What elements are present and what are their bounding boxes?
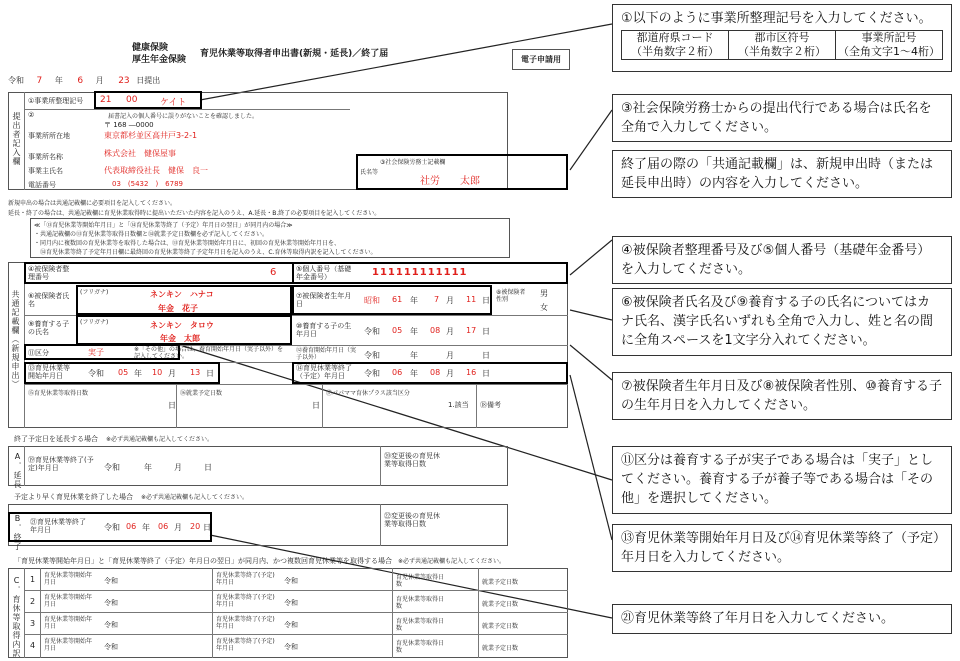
insured-kanji[interactable]: 年金 花子	[158, 304, 198, 313]
insurance-line2: 厚生年金保険	[132, 55, 187, 65]
confirm-note: 届書記入の個人番号に誤りがないことを確認しました。	[108, 113, 259, 120]
sex-female[interactable]: 女	[540, 303, 548, 312]
code-col-district: 郡市区符号 （半角数字２桁）	[729, 31, 836, 59]
callout-insured-number: ④被保険者整理番号及び⑤個人番号（基礎年金番号）を入力してください。	[612, 236, 952, 284]
child-kanji[interactable]: 年金 太郎	[160, 334, 200, 343]
note-line2: 延長・終了の場合は、共通記載欄に育児休業取得時に提出いただいた内容を記入のうえ、A.延長・B.終了の必要項目を記入してください。	[8, 210, 381, 217]
common-side-label: 共通記載欄（新規申出）	[11, 290, 20, 389]
callout-category: ⑪区分は養育する子が実子である場合は「実子」としてください。養育する子が養子等である場合は「その他」を選択してください。	[612, 446, 952, 514]
electronic-label: 電子申請用	[512, 49, 570, 70]
callout-termination: 終了届の際の「共通記載欄」は、新規申出時（または延長申出時）の内容を入力してください。	[612, 150, 952, 198]
insured-no[interactable]: 6	[270, 267, 277, 278]
submit-day[interactable]: 23	[118, 76, 130, 86]
office-code-symbol[interactable]: ケイト	[160, 98, 187, 108]
breakdown-row-3: 3	[30, 619, 36, 628]
insurance-line1: 健康保険	[132, 43, 169, 53]
breakdown-row-4: 4	[30, 641, 36, 650]
submit-month[interactable]: 6	[77, 76, 84, 86]
code-col-symbol: 事業所記号 （全角文字1～4桁）	[838, 31, 940, 58]
sr-name[interactable]: 社労 太郎	[420, 176, 480, 187]
submit-year[interactable]: 7	[36, 76, 43, 86]
callout-end-date: ㉑育児休業等終了年月日を入力してください。	[612, 604, 952, 634]
breakdown-row-2: 2	[30, 597, 36, 606]
submitter-side-label: 提出者記入欄	[12, 112, 21, 166]
postal-code: 〒 168 ―0000	[104, 121, 154, 129]
callout-names: ⑥被保険者氏名及び⑨養育する子の氏名についてはカナ氏名、漢字氏名いずれも全角で入力し、姓と名の間に全角スペースを1文字分入れてください。	[612, 288, 952, 356]
office-address[interactable]: 東京都杉並区高井戸3-2-1	[104, 131, 198, 140]
insured-kana[interactable]: ネンキン ハナコ	[150, 290, 214, 299]
submit-date: 令和 7 年 6 月 23 日提出	[8, 76, 161, 86]
phone-number[interactable]: 03 (5432 ) 6789	[112, 180, 183, 188]
callout-office-code: ①以下のように事業所整理記号を入力してください。 都道府県コード （半角数字２桁） 郡市区符号 （半角数字２桁） 事業所記号 （全角文字1～4桁）	[612, 4, 952, 72]
child-kana[interactable]: ネンキン タロウ	[150, 321, 214, 330]
callout-leave-dates: ⑬育児休業等開始年月日及び⑭育児休業等終了（予定）年月日を入力してください。	[612, 524, 952, 572]
breakdown-row-1: 1	[30, 575, 36, 584]
owner-name[interactable]: 代表取締役社長 健保 良一	[104, 166, 208, 175]
category[interactable]: 実子	[88, 348, 104, 357]
personal-no[interactable]: 111111111111	[372, 267, 468, 278]
callout-sr: ③社会保険労務士からの提出代行である場合は氏名を全角で入力してください。	[612, 94, 952, 142]
callout-birthdates: ⑦被保険者生年月日及び⑧被保険者性別、⑩養育する子の生年月日を入力してください。	[612, 372, 952, 420]
office-code-label: ①事業所整理記号	[28, 97, 84, 105]
note-line1: 新規申出の場合は共通記載欄に必要項目を記入してください。	[8, 200, 177, 207]
sex-male[interactable]: 男	[540, 289, 548, 298]
code-col-prefecture: 都道府県コード （半角数字２桁）	[622, 31, 729, 59]
office-code-prefecture[interactable]: 21	[100, 95, 112, 105]
office-name[interactable]: 株式会社 健保屋事	[104, 149, 176, 158]
form-title: 育児休業等取得者申出書(新規・延長)／終了届	[200, 49, 389, 59]
office-code-district[interactable]: 00	[126, 95, 138, 105]
